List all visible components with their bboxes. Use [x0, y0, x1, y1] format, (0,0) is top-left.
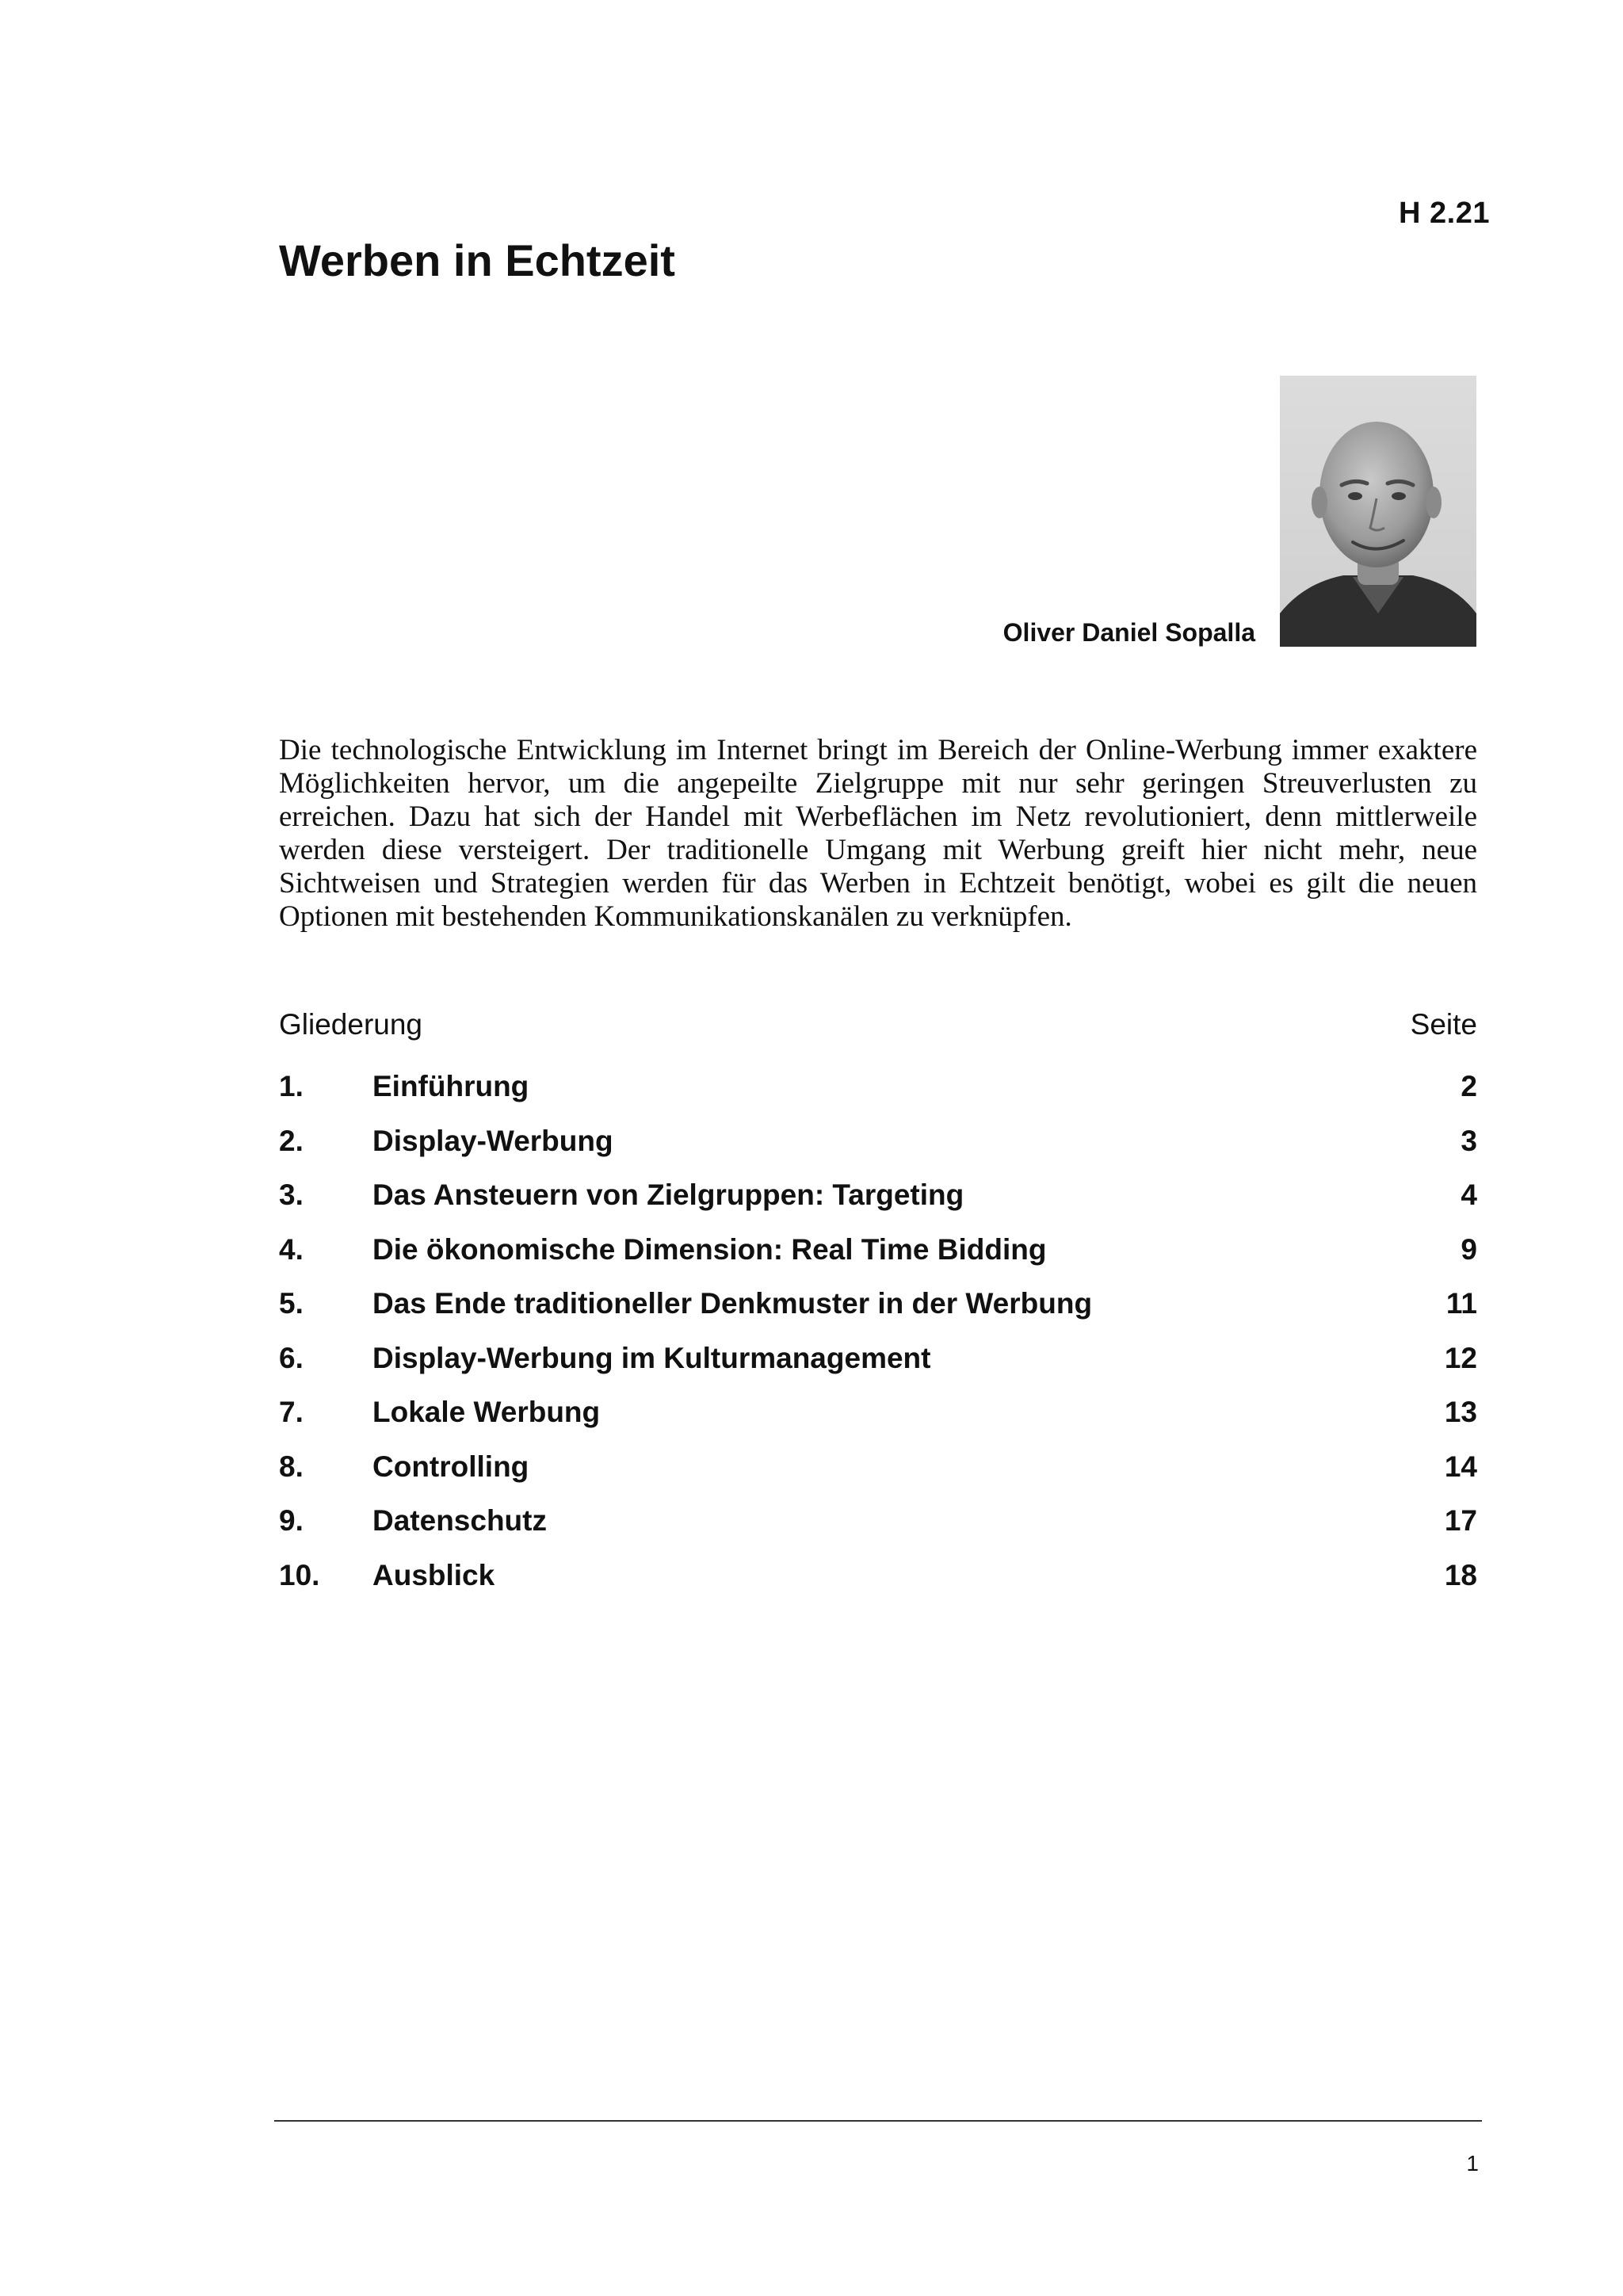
toc-item-page: 11	[1445, 1287, 1477, 1320]
toc-item-title: Die ökonomische Dimension: Real Time Bidding	[372, 1232, 1047, 1266]
footer-divider	[274, 2120, 1482, 2122]
author-portrait-photo	[1280, 376, 1476, 647]
toc-item-number: 3.	[279, 1179, 304, 1211]
toc-item-title: Das Ansteuern von Zielgruppen: Targeting	[372, 1179, 964, 1211]
toc-item-title: Controlling	[372, 1450, 529, 1483]
toc-item-number: 5.	[279, 1287, 304, 1320]
toc-item-title: Das Ende traditioneller Denkmuster in der Werbung	[372, 1287, 1093, 1320]
toc-item-number: 9.	[279, 1504, 304, 1537]
toc-header	[279, 1008, 1477, 1052]
toc-item	[279, 1450, 1477, 1505]
toc-item-number: 6.	[279, 1341, 304, 1374]
page-number: 1	[1466, 2151, 1479, 2176]
toc-item	[279, 1504, 1477, 1559]
table-of-contents	[279, 1008, 1477, 1613]
author-name: Oliver Daniel Sopalla	[1002, 618, 1255, 647]
toc-item-number: 7.	[279, 1396, 304, 1428]
toc-item-page: 4	[1461, 1179, 1477, 1211]
toc-item-page: 12	[1444, 1341, 1477, 1374]
toc-item-title: Datenschutz	[372, 1504, 547, 1537]
toc-item-page: 3	[1461, 1124, 1477, 1157]
toc-page-label: Seite	[1410, 1008, 1477, 1041]
toc-item-title: Einführung	[372, 1070, 529, 1102]
toc-item	[279, 1559, 1477, 1614]
toc-item-page: 9	[1461, 1232, 1477, 1266]
portrait-icon	[1280, 376, 1476, 647]
toc-item	[279, 1233, 1477, 1288]
toc-item-page: 18	[1444, 1558, 1477, 1591]
toc-item-page: 14	[1444, 1450, 1477, 1483]
toc-item-page: 13	[1444, 1396, 1477, 1428]
section-code: H 2.21	[1399, 197, 1490, 230]
toc-item-page: 17	[1444, 1504, 1477, 1537]
toc-item	[279, 1396, 1477, 1450]
toc-item-page: 2	[1461, 1070, 1477, 1102]
toc-item-number: 2.	[279, 1124, 304, 1157]
toc-item-number: 4.	[279, 1232, 304, 1266]
toc-item-title: Display-Werbung	[372, 1124, 613, 1157]
toc-item-number: 10.	[279, 1558, 320, 1591]
toc-item-title: Lokale Werbung	[372, 1396, 601, 1428]
page-title: Werben in Echtzeit	[279, 235, 675, 285]
toc-item-number: 8.	[279, 1450, 304, 1483]
toc-item	[279, 1070, 1477, 1125]
toc-item	[279, 1125, 1477, 1179]
toc-item	[279, 1342, 1477, 1396]
abstract-text: Die technologische Entwicklung im Internet bringt im Bereich der Online-Werbung immer exaktere Möglichkeiten hervor, um die angepeilte Zielgruppe mit nur sehr geringen Streuverlusten zu erreichen. Dazu hat sich der Handel mit Werbeflächen im Netz revolutioniert, denn mittlerweile werden diese versteigert. Der traditionelle Umgang mit Werbung greift hier nicht mehr, neue Sichtweisen und Strategien werden für das Werben in Echtzeit benötigt, wobei es gilt die neuen Optionen mit bestehenden Kommunikationskanälen zu verknüpfen.	[279, 734, 1477, 933]
toc-label: Gliederung	[279, 1008, 423, 1041]
toc-item-title: Ausblick	[372, 1558, 495, 1591]
toc-list	[279, 1070, 1477, 1613]
toc-item	[279, 1287, 1477, 1342]
toc-item-number: 1.	[279, 1070, 304, 1102]
toc-item-title: Display-Werbung im Kulturmanagement	[372, 1341, 931, 1374]
toc-item	[279, 1179, 1477, 1233]
